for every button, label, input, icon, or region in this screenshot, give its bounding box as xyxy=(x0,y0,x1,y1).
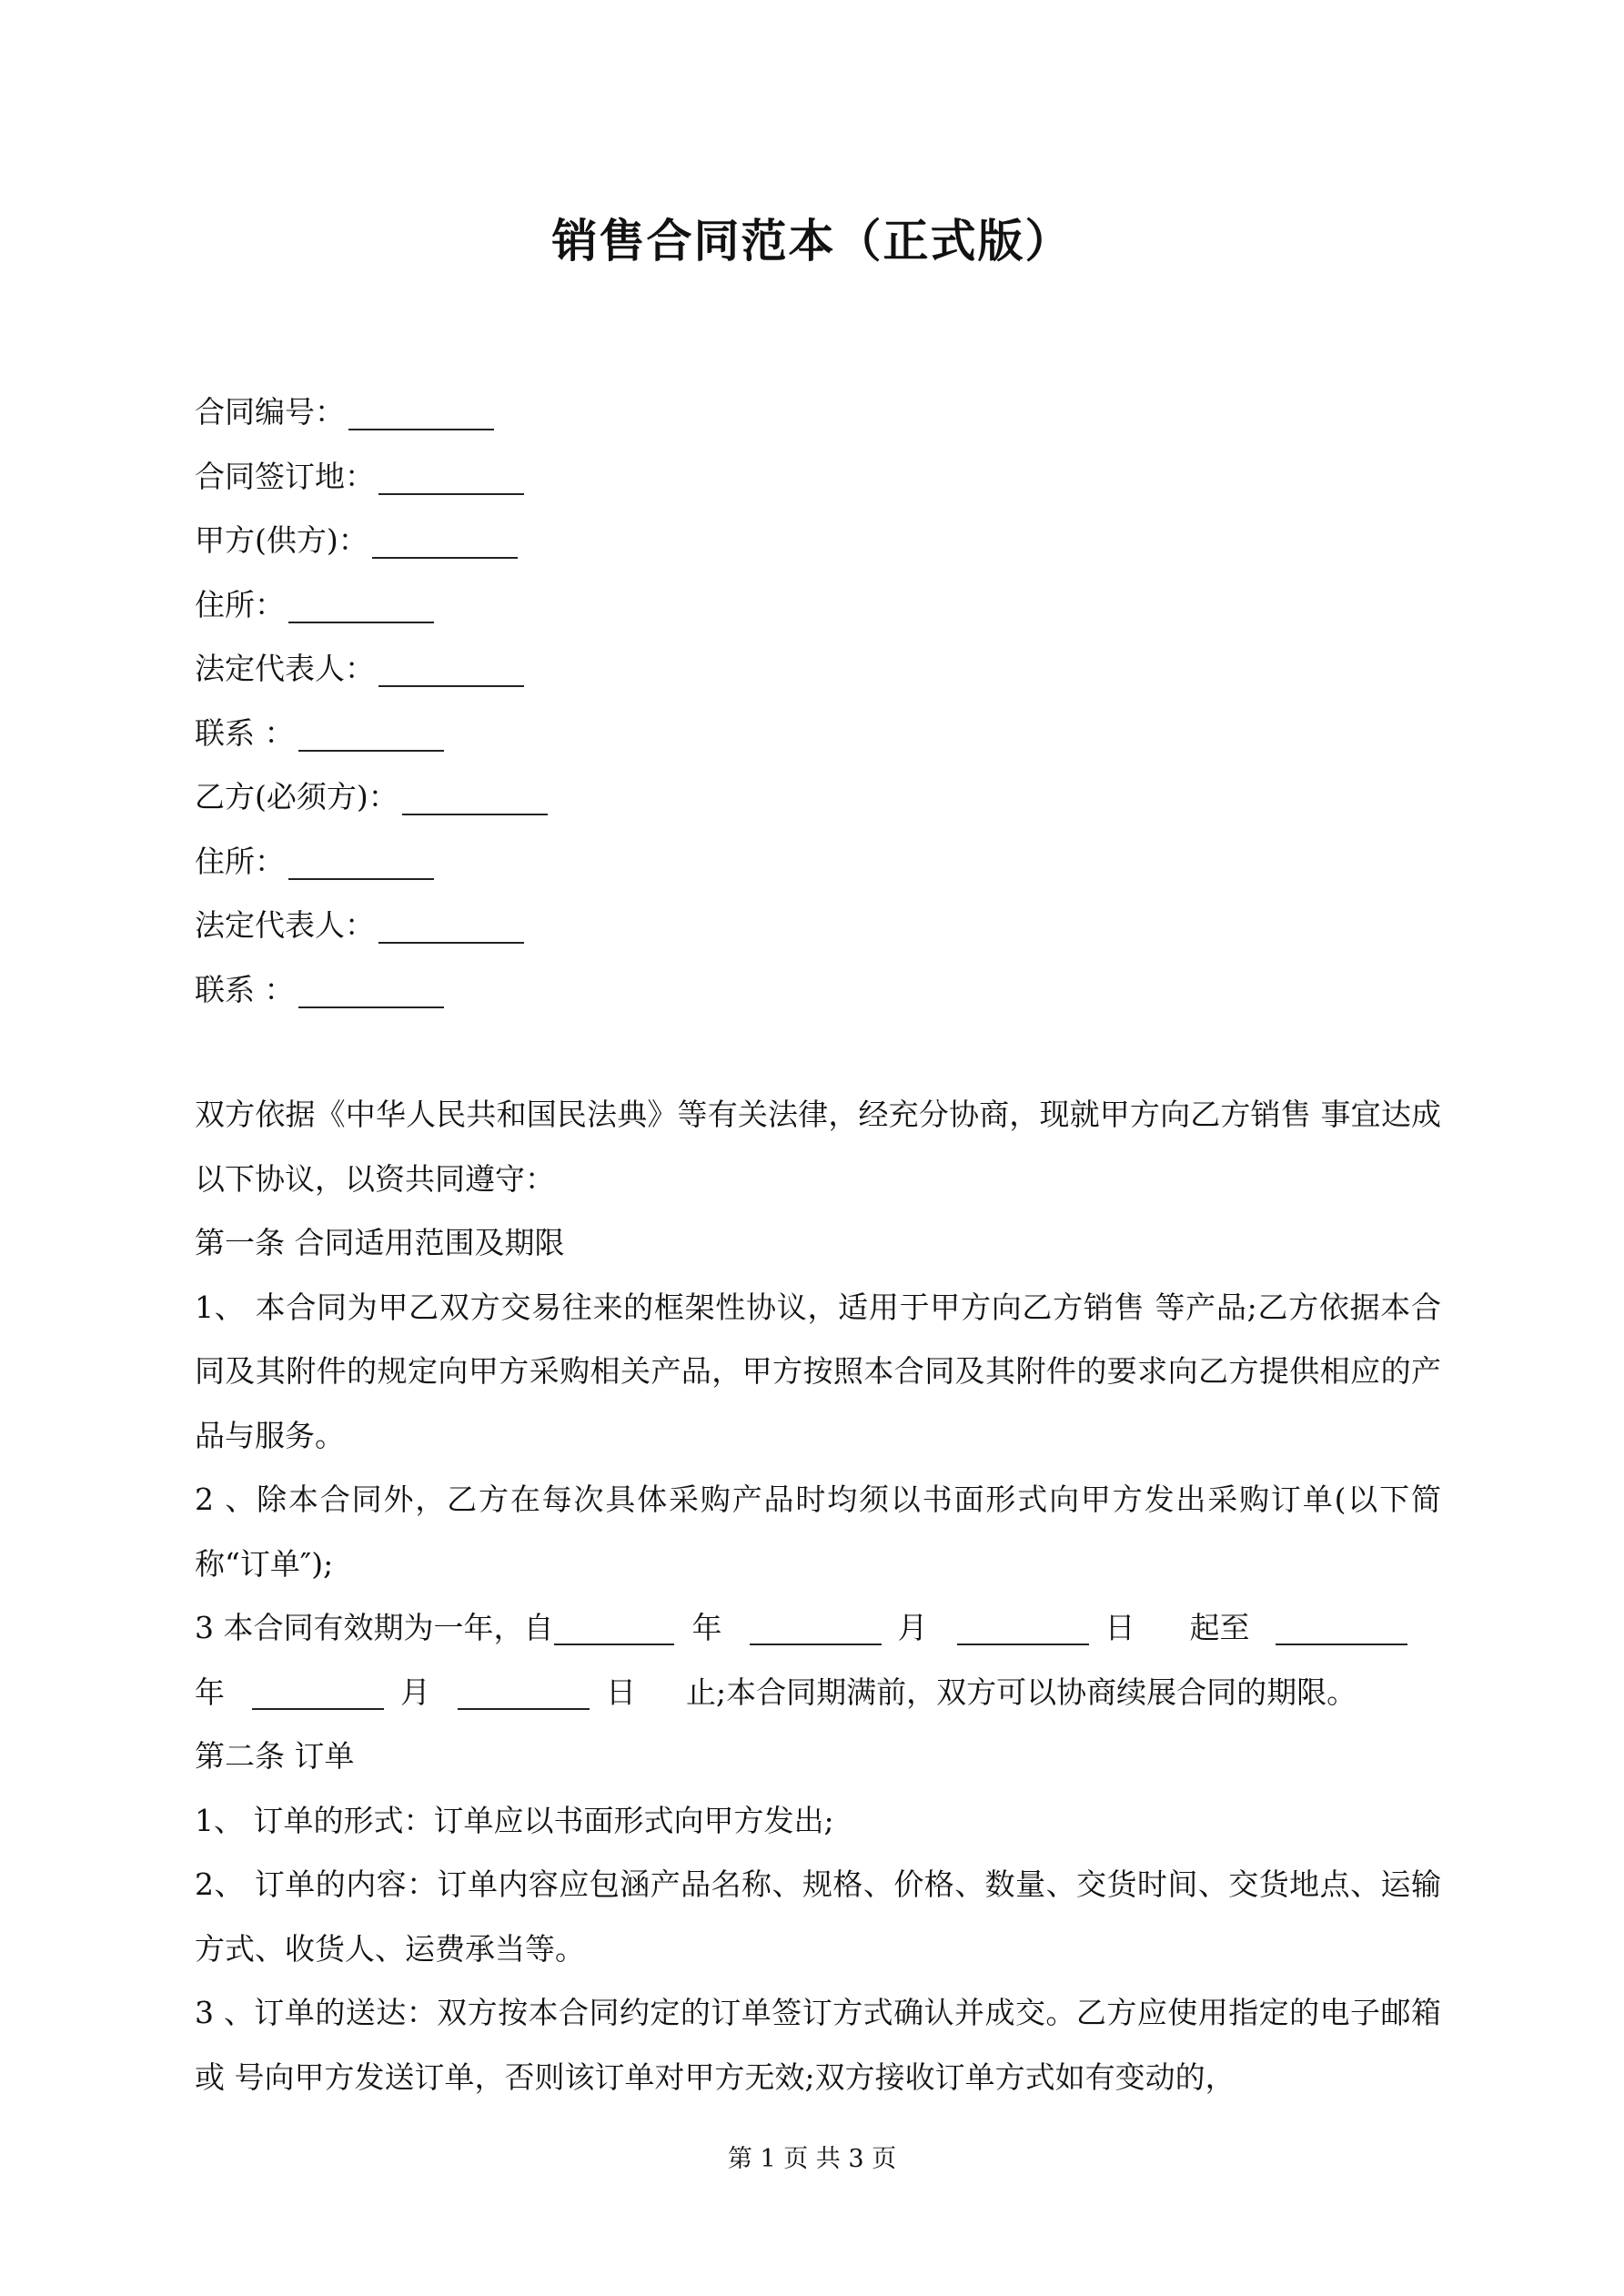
contract-body xyxy=(195,1083,1441,2109)
fill-blank xyxy=(348,398,494,430)
fill-blank xyxy=(378,654,524,687)
party-b-field: 乙方(必须方)： xyxy=(195,765,548,830)
article-1-clause-1: 1、 本合同为甲乙双方交易往来的框架性协议，适用于甲方向乙方销售 等产品;乙方依据本合同及其附件的规定向甲方采购相关产品，甲方按照本合同及其附件的要求向乙方提供相应的产品与服务。 xyxy=(195,1289,1441,1453)
fill-blank xyxy=(378,911,524,944)
article-2-clause-2: 2、 订单的内容：订单内容应包涵产品名称、规格、价格、数量、交货时间、交货地点、运输方式、收货人、运费承当等。 xyxy=(195,1866,1441,1967)
intro-paragraph: 双方依据《中华人民共和国民法典》等有关法律，经充分协商，现就甲方向乙方销售 事宜达成以下协议，以资共同遵守： xyxy=(195,1097,1441,1197)
page-number: 第 1 页 共 3 页 xyxy=(727,2145,897,2173)
fill-blank xyxy=(378,462,524,495)
article-1-clause-3: 3 本合同有效期为一年，自 年 月 日 起至 年 月 日 止;本合同期满前，双方可以协商续展合同的期限。 xyxy=(195,1596,1441,1725)
party-b-representative-field: 法定代表人： xyxy=(195,894,548,958)
party-b-address-field: 住所： xyxy=(195,830,548,895)
fill-blank xyxy=(1276,1614,1407,1645)
document-title: 销售合同范本（正式版） xyxy=(551,215,1073,268)
party-b-contact-field: 联系 ： xyxy=(195,958,548,1023)
fill-blank xyxy=(372,526,518,559)
party-a-representative-field: 法定代表人： xyxy=(195,637,548,702)
fill-blank xyxy=(298,719,444,752)
signing-place-field: 合同签订地： xyxy=(195,445,548,510)
fill-blank xyxy=(458,1679,590,1710)
fill-blank xyxy=(298,976,444,1008)
fill-blank xyxy=(288,591,434,623)
article-1-title: 第一条 合同适用范围及期限 xyxy=(195,1225,565,1260)
party-a-contact-field: 联系 ： xyxy=(195,702,548,766)
fill-blank xyxy=(957,1614,1089,1645)
fill-blank xyxy=(750,1614,882,1645)
fill-blank xyxy=(402,783,548,815)
article-2-title: 第二条 订单 xyxy=(195,1738,355,1774)
party-a-field: 甲方(供方)： xyxy=(195,509,548,573)
party-fields xyxy=(195,380,548,1022)
fill-blank xyxy=(554,1614,674,1645)
article-2-clause-3: 3 、订单的送达：双方按本合同约定的订单签订方式确认并成交。乙方应使用指定的电子邮箱或 号向甲方发送订单，否则该订单对甲方无效;双方接收订单方式如有变动的， xyxy=(195,1995,1441,2095)
article-2-clause-1: 1、 订单的形式：订单应以书面形式向甲方发出; xyxy=(195,1802,834,1838)
fill-blank xyxy=(252,1679,384,1710)
party-a-address-field: 住所： xyxy=(195,573,548,638)
article-1-clause-2: 2 、除本合同外，乙方在每次具体采购产品时均须以书面形式向甲方发出采购订单(以下简称“订单″); xyxy=(195,1482,1441,1582)
contract-number-field: 合同编号： xyxy=(195,380,548,445)
fill-blank xyxy=(288,847,434,880)
